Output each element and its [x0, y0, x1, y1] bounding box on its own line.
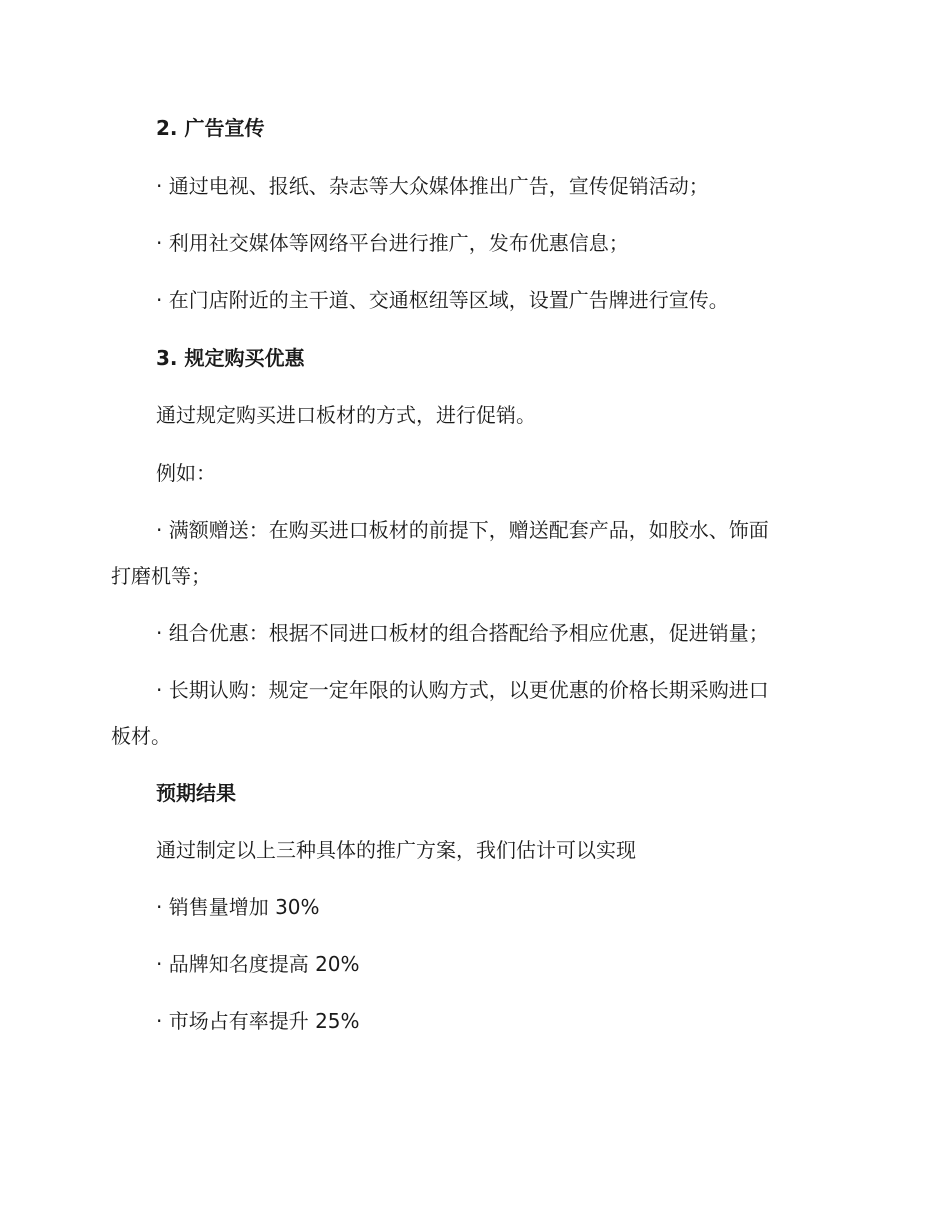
list-item: · 在门店附近的主干道、交通枢纽等区域，设置广告牌进行宣传。 [156, 288, 729, 312]
list-item: · 市场占有率提升 25% [156, 1009, 360, 1033]
section-heading-expected-results: 预期结果 [156, 781, 236, 805]
list-item: · 长期认购：规定一定年限的认购方式，以更优惠的价格长期采购进口 [156, 678, 769, 702]
paragraph: 通过制定以上三种具体的推广方案，我们估计可以实现 [156, 838, 636, 862]
paragraph: 通过规定购买进口板材的方式，进行促销。 [156, 403, 536, 427]
section-heading-advertising: 2. 广告宣传 [156, 116, 265, 140]
paragraph: 例如： [156, 461, 216, 485]
list-item-continuation: 打磨机等； [111, 564, 211, 588]
list-item-continuation: 板材。 [111, 724, 171, 748]
list-item: · 品牌知名度提高 20% [156, 952, 360, 976]
list-item: · 满额赠送：在购买进口板材的前提下，赠送配套产品，如胶水、饰面 [156, 518, 769, 542]
list-item: · 利用社交媒体等网络平台进行推广，发布优惠信息； [156, 231, 629, 255]
list-item: · 通过电视、报纸、杂志等大众媒体推出广告，宣传促销活动； [156, 174, 709, 198]
section-heading-purchase-offer: 3. 规定购买优惠 [156, 346, 305, 370]
list-item: · 销售量增加 30% [156, 895, 320, 919]
list-item: · 组合优惠：根据不同进口板材的组合搭配给予相应优惠，促进销量； [156, 621, 769, 645]
